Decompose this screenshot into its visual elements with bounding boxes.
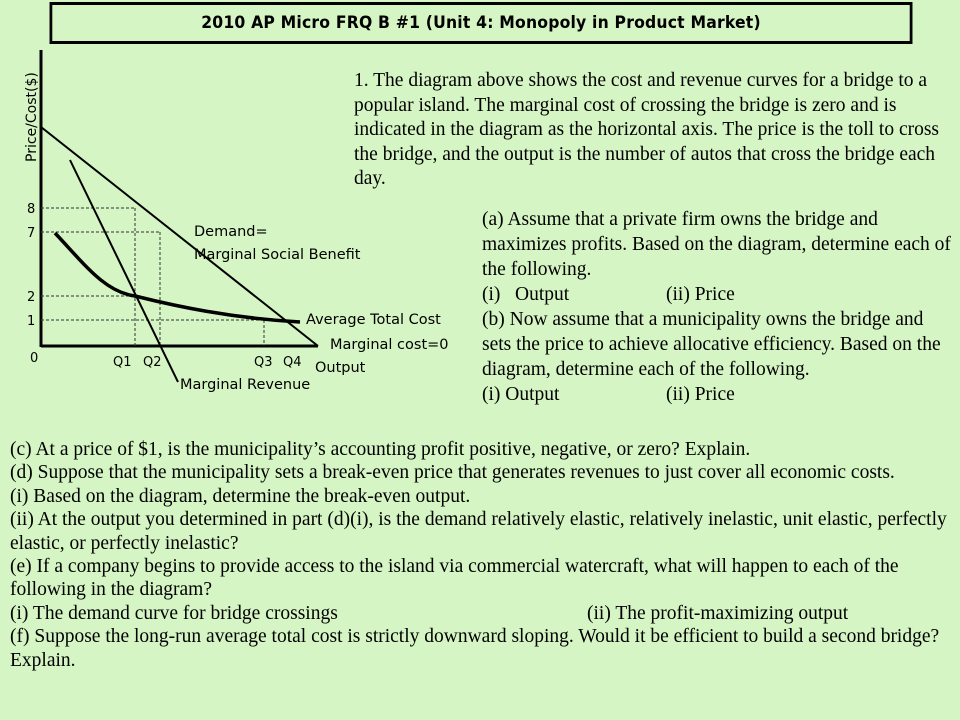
- part-a-i: (i) Output: [482, 284, 570, 305]
- part-b-items: [482, 382, 956, 407]
- x-tick-q4: Q4: [283, 355, 302, 370]
- question-intro: 1. The diagram above shows the cost and revenue curves for a bridge to a popular island. The marginal cost of crossing the bridge is zero and is indicated in the diagram as the horizontal axis. The price is the toll to cross the bridge, and the output is the number of autos that cross the bridge each day.: [354, 70, 940, 189]
- demand-label-line2: Marginal Social Benefit: [194, 247, 361, 263]
- part-b-text: (b) Now assume that a municipality owns the bridge and sets the price to achieve allocative efficiency. Based on the diagram, determine each of the following.: [482, 309, 941, 380]
- slide-title: 2010 AP Micro FRQ B #1 (Unit 4: Monopoly in Product Market): [50, 2, 913, 44]
- y-tick-7: 7: [27, 226, 36, 241]
- part-b-i: (i) Output: [482, 384, 560, 405]
- origin-label: 0: [30, 351, 39, 366]
- part-a-text: (a) Assume that a private firm owns the bridge and maximizes profits. Based on the diagram, determine each of the following.: [482, 209, 951, 280]
- x-axis-label: Output: [315, 360, 366, 376]
- y-tick-2: 2: [27, 290, 36, 305]
- part-e-text: (e) If a company begins to provide access to the island via commercial watercraft, what will happen to each of the following in the diagram?: [10, 556, 899, 601]
- part-b-ii: (ii) Price: [666, 384, 735, 405]
- parts-c-f: [10, 438, 955, 672]
- part-e-items: [10, 602, 955, 625]
- x-tick-q2: Q2: [143, 355, 162, 370]
- part-d-i: (i) Based on the diagram, determine the break-even output.: [10, 485, 471, 507]
- x-tick-q1: Q1: [113, 355, 132, 370]
- parts-a-b: [482, 207, 956, 407]
- y-axis-label: Price/Cost($): [24, 72, 40, 162]
- part-c-text: (c) At a price of $1, is the municipality’s accounting profit positive, negative, or zero? Explain.: [10, 439, 751, 460]
- mr-label: Marginal Revenue: [180, 377, 311, 393]
- part-e-ii: (ii) The profit-maximizing output: [587, 602, 849, 624]
- demand-label-line1: Demand=: [194, 224, 268, 240]
- y-tick-1: 1: [27, 314, 36, 329]
- y-tick-8: 8: [27, 202, 36, 217]
- part-a-ii: (ii) Price: [666, 284, 735, 305]
- part-e-i: (i) The demand curve for bridge crossings: [10, 602, 338, 624]
- part-f-text: (f) Suppose the long-run average total cost is strictly downward sloping. Would it be efficient to build a second bridge? Explain.: [10, 626, 940, 671]
- mc-label: Marginal cost=0: [330, 337, 449, 353]
- x-tick-q3: Q3: [254, 355, 273, 370]
- atc-label: Average Total Cost: [306, 312, 441, 328]
- demand-curve: [41, 127, 318, 346]
- part-d-text: (d) Suppose that the municipality sets a break-even price that generates revenues to just cover all economic costs.: [10, 462, 895, 484]
- part-a-items: [482, 282, 956, 307]
- part-d-ii: (ii) At the output you determined in part (d)(i), is the demand relatively elastic, relatively inelastic, unit elastic, perfectly elastic, or perfectly inelastic?: [10, 509, 947, 554]
